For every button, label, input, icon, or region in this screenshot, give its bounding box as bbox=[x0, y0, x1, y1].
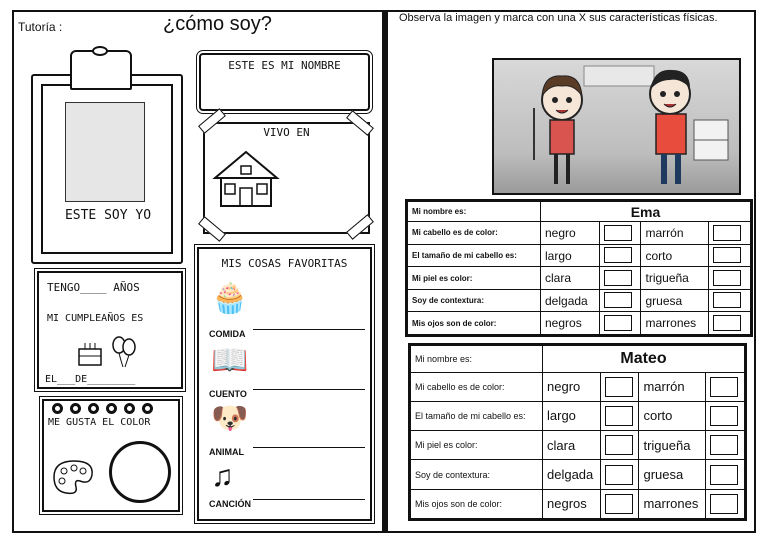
option-label: clara bbox=[541, 267, 600, 290]
table-row bbox=[408, 222, 751, 245]
option-label: negro bbox=[541, 222, 600, 245]
write-line[interactable] bbox=[253, 447, 365, 448]
checkbox[interactable] bbox=[713, 292, 741, 308]
center-divider bbox=[382, 10, 388, 533]
row-label: Mi piel es color: bbox=[408, 267, 541, 290]
table-row bbox=[408, 289, 751, 312]
checkbox[interactable] bbox=[710, 494, 738, 514]
option-label: largo bbox=[541, 244, 600, 267]
favorite-item-animal: ANIMAL bbox=[209, 447, 244, 457]
option-label: gruesa bbox=[639, 460, 706, 489]
row-label: El tamaño de mi cabello es: bbox=[411, 401, 543, 430]
favorite-color-box[interactable] bbox=[42, 399, 180, 512]
name-box[interactable] bbox=[199, 53, 370, 111]
book-icon: 📖 bbox=[211, 344, 249, 377]
option-label: marrón bbox=[641, 222, 709, 245]
photo-caption: ESTE SOY YO bbox=[64, 208, 152, 223]
house-icon bbox=[211, 150, 281, 210]
favorite-color-label: ME GUSTA EL COLOR bbox=[48, 417, 151, 428]
features-table-mateo bbox=[408, 343, 747, 521]
table-row bbox=[408, 244, 751, 267]
option-label: negro bbox=[543, 372, 601, 401]
binder-ring bbox=[106, 403, 117, 414]
option-label: trigueña bbox=[641, 267, 709, 290]
row-label: El tamaño de mi cabello es: bbox=[408, 244, 541, 267]
date-text: EL___DE________ bbox=[45, 374, 136, 385]
binder-rings bbox=[52, 403, 153, 414]
table-row bbox=[411, 489, 745, 518]
checkbox[interactable] bbox=[713, 270, 741, 286]
favorite-item-cuento: CUENTO bbox=[209, 389, 247, 399]
checkbox[interactable] bbox=[605, 435, 633, 455]
table-row bbox=[411, 346, 745, 373]
option-label: largo bbox=[543, 401, 601, 430]
write-line[interactable] bbox=[253, 499, 365, 500]
binder-ring bbox=[88, 403, 99, 414]
checkbox[interactable] bbox=[710, 377, 738, 397]
option-label: negros bbox=[543, 489, 601, 518]
checkbox[interactable] bbox=[713, 247, 741, 263]
color-circle[interactable] bbox=[109, 441, 171, 503]
option-label: gruesa bbox=[641, 289, 709, 312]
row-label: Mi cabello es de color: bbox=[411, 372, 543, 401]
favorite-item-cancion: CANCIÓN bbox=[209, 499, 251, 509]
music-note-icon: ♫ bbox=[211, 460, 234, 493]
checkbox[interactable] bbox=[710, 465, 738, 485]
binder-ring bbox=[70, 403, 81, 414]
checkbox[interactable] bbox=[604, 315, 632, 331]
instruction-text: Observa la imagen y marca con una X sus características físicas. bbox=[399, 12, 718, 24]
name-label: ESTE ES MI NOMBRE bbox=[228, 59, 341, 72]
palette-icon bbox=[48, 457, 98, 497]
checkbox[interactable] bbox=[604, 247, 632, 263]
option-label: marrón bbox=[639, 372, 706, 401]
binder-ring bbox=[124, 403, 135, 414]
option-label: corto bbox=[639, 401, 706, 430]
child-name: Ema bbox=[541, 202, 751, 222]
option-label: delgada bbox=[543, 460, 601, 489]
table-row bbox=[408, 312, 751, 335]
checkbox[interactable] bbox=[605, 494, 633, 514]
row-label: Mis ojos son de color: bbox=[411, 489, 543, 518]
option-label: marrones bbox=[641, 312, 709, 335]
row-label: Mi piel es color: bbox=[411, 431, 543, 460]
write-line[interactable] bbox=[253, 329, 365, 330]
children-drawing bbox=[494, 60, 741, 195]
favorites-title: MIS COSAS FAVORITAS bbox=[221, 257, 348, 270]
children-illustration bbox=[492, 58, 741, 195]
address-label: VIVO EN bbox=[263, 126, 310, 139]
clipboard-ring bbox=[92, 46, 108, 56]
row-label: Soy de contextura: bbox=[408, 289, 541, 312]
favorites-box bbox=[197, 247, 372, 521]
checkbox[interactable] bbox=[605, 406, 633, 426]
page-title: ¿cómo soy? bbox=[163, 13, 272, 35]
tutoria-label: Tutoría : bbox=[18, 20, 63, 34]
option-label: clara bbox=[543, 431, 601, 460]
binder-ring bbox=[142, 403, 153, 414]
row-label: Mis ojos son de color: bbox=[408, 312, 541, 335]
age-text: TENGO____ AÑOS bbox=[47, 281, 140, 294]
checkbox[interactable] bbox=[710, 435, 738, 455]
age-box[interactable] bbox=[37, 271, 183, 389]
option-label: marrones bbox=[639, 489, 706, 518]
checkbox[interactable] bbox=[713, 225, 741, 241]
table-row bbox=[408, 202, 751, 222]
clipboard-clip bbox=[70, 50, 132, 90]
dog-icon: 🐶 bbox=[211, 402, 249, 435]
table-row bbox=[411, 431, 745, 460]
checkbox[interactable] bbox=[604, 225, 632, 241]
table-row bbox=[411, 460, 745, 489]
name-label-cell: Mi nombre es: bbox=[408, 202, 541, 222]
table-row bbox=[411, 401, 745, 430]
birthday-text: MI CUMPLEAÑOS ES bbox=[47, 313, 144, 324]
option-label: negros bbox=[541, 312, 600, 335]
checkbox[interactable] bbox=[605, 377, 633, 397]
row-label: Mi cabello es de color: bbox=[408, 222, 541, 245]
photo-placeholder[interactable] bbox=[65, 102, 145, 202]
features-table-ema bbox=[405, 199, 753, 337]
name-label-cell: Mi nombre es: bbox=[411, 346, 543, 373]
write-line[interactable] bbox=[253, 389, 365, 390]
row-label: Soy de contextura: bbox=[411, 460, 543, 489]
table-row bbox=[408, 267, 751, 290]
cupcake-icon: 🧁 bbox=[211, 282, 249, 315]
checkbox[interactable] bbox=[713, 315, 741, 331]
address-box[interactable] bbox=[203, 122, 370, 234]
checkbox[interactable] bbox=[605, 465, 633, 485]
binder-ring bbox=[52, 403, 63, 414]
option-label: corto bbox=[641, 244, 709, 267]
favorite-item-comida: COMIDA bbox=[209, 329, 246, 339]
checkbox[interactable] bbox=[604, 292, 632, 308]
table-row bbox=[411, 372, 745, 401]
option-label: trigueña bbox=[639, 431, 706, 460]
checkbox[interactable] bbox=[604, 270, 632, 286]
cake-balloons-icon bbox=[75, 335, 145, 369]
child-name: Mateo bbox=[543, 346, 745, 373]
option-label: delgada bbox=[541, 289, 600, 312]
checkbox[interactable] bbox=[710, 406, 738, 426]
